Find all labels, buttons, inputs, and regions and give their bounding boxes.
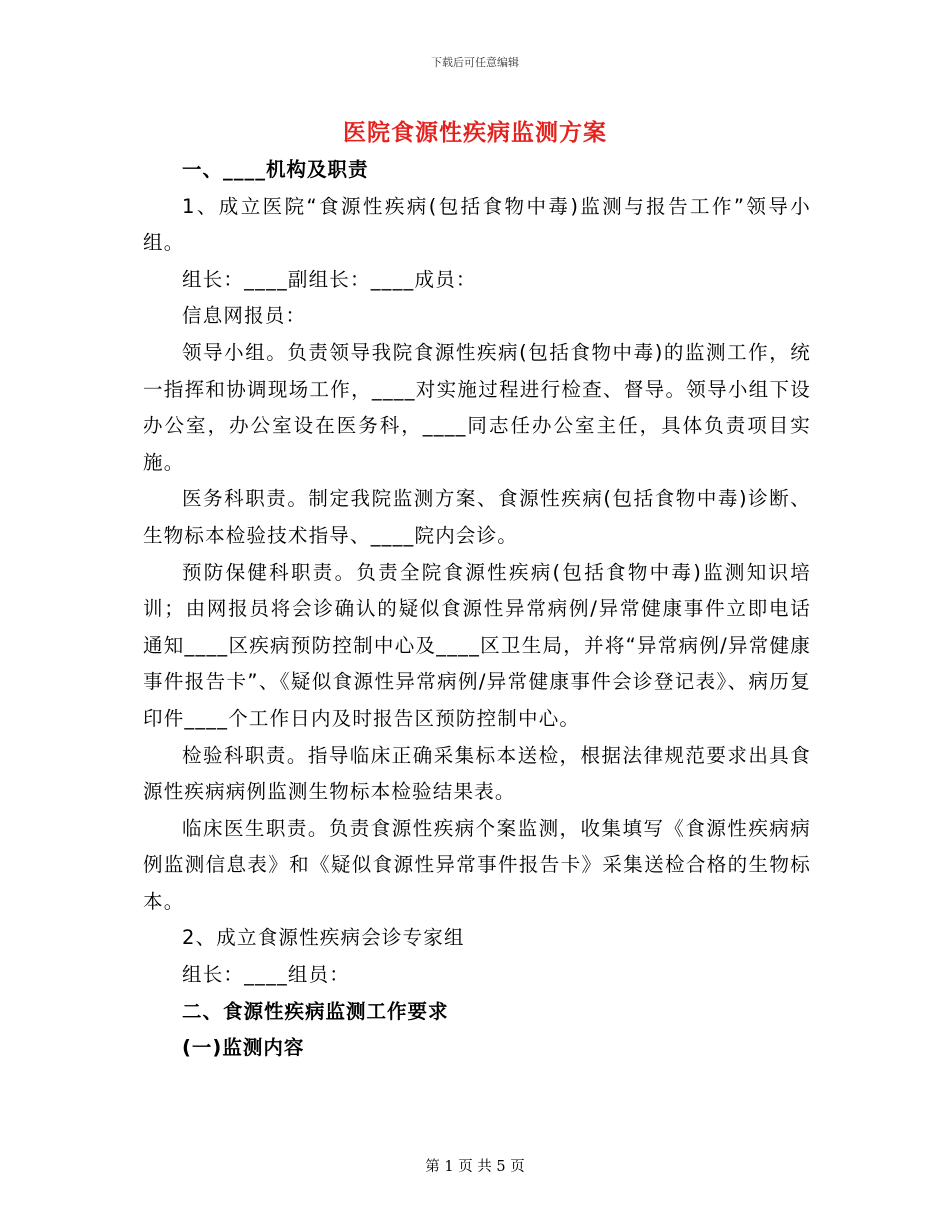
document-body (143, 152, 811, 1067)
header-note: 下载后可任意编辑 (431, 56, 519, 69)
paragraph: 预防保健科职责。负责全院食源性疾病(包括食物中毒)监测知识培训；由网报员将会诊确认的疑似食源性异常病例/异常健康事件立即电话通知____区疾病预防控制中心及____区卫生局，并将“异常病例/异常健康事件报告卡”、《疑似食源性异常病例/异常健康事件会诊登记表》、病历复印件____个工作日内及时报告区预防控制中心。 (143, 560, 811, 730)
paragraph: 检验科职责。指导临床正确采集标本送检，根据法律规范要求出具食源性疾病病例监测生物标本检验结果表。 (143, 743, 811, 804)
paragraph: 组长：____副组长：____成员： (182, 267, 477, 291)
paragraph: 2、成立食源性疾病会诊专家组 (182, 926, 465, 950)
paragraph: 信息网报员： (182, 304, 307, 328)
paragraph: 组长：____组员： (182, 963, 351, 987)
paragraph: 医务科职责。制定我院监测方案、食源性疾病(包括食物中毒)诊断、生物标本检验技术指导、____院内会诊。 (143, 487, 811, 547)
page-footer: 第 1 页 共 5 页 (425, 1159, 525, 1175)
section-heading: 二、食源性疾病监测工作要求 (182, 999, 449, 1023)
document-title: 医院食源性疾病监测方案 (343, 120, 607, 146)
paragraph: 1、成立医院“食源性疾病(包括食物中毒)监测与报告工作”领导小组。 (143, 194, 811, 255)
paragraph: 临床医生职责。负责食源性疾病个案监测，收集填写《食源性疾病病例监测信息表》和《疑似食源性异常事件报告卡》采集送检合格的生物标本。 (143, 816, 811, 913)
paragraph: 领导小组。负责领导我院食源性疾病(包括食物中毒)的监测工作，统一指挥和协调现场工作，____对实施过程进行检查、督导。领导小组下设办公室，办公室设在医务科，____同志任办公室主任，具体负责项目实施。 (143, 340, 811, 474)
subsection-heading: (一)监测内容 (182, 1036, 305, 1060)
section-heading: 一、____机构及职责 (182, 158, 369, 181)
